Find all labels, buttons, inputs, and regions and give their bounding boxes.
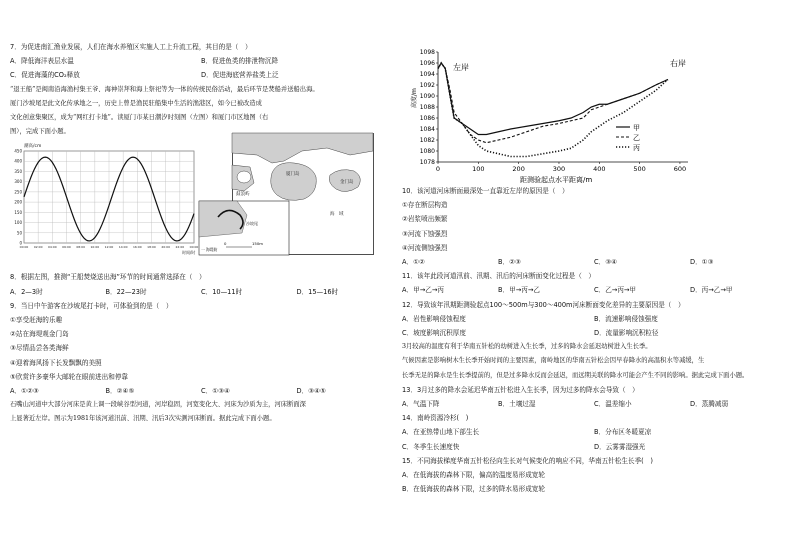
q7-option-b[interactable]: B．促进鱼类的排泄物沉降 xyxy=(201,57,279,66)
tide-y-tick-label: 50 xyxy=(16,230,22,236)
figures-row xyxy=(10,141,392,266)
section-y-ticks xyxy=(420,49,438,166)
scale-label: 150m xyxy=(252,241,263,247)
q9-option-b[interactable]: B．②④⑤ xyxy=(105,387,135,396)
q11-option-b[interactable]: B．甲→丙→乙 xyxy=(498,286,540,295)
section-ylabel: 高度/m xyxy=(411,88,418,108)
section-y-tick-label: 1080 xyxy=(419,148,435,155)
q12-option-b[interactable]: B．流速影响侵蚀强度 xyxy=(594,314,658,323)
q10-options xyxy=(402,255,786,269)
label-sea: 海 域 xyxy=(330,212,344,218)
q7-options xyxy=(10,54,392,68)
label-xiamen: 厦门岛 xyxy=(286,172,300,178)
q9-option-c[interactable]: C．①③④ xyxy=(201,387,230,396)
q12-option-c[interactable]: C．坡度影响沉积厚度 xyxy=(402,329,466,338)
section-y-tick-label: 1098 xyxy=(419,49,435,56)
xiamen-map xyxy=(201,133,374,255)
q9-item: ③尽情品尝各类海鲜 xyxy=(10,344,69,353)
tide-x-tick-label: 18:00 xyxy=(147,245,156,250)
passage-pine xyxy=(402,340,786,383)
q9-item: ④迎着海风扬下长发飘飘的美照 xyxy=(10,358,102,367)
q13-option-b[interactable]: B．土壤过湿 xyxy=(498,400,536,409)
section-legend xyxy=(616,124,640,152)
legend-jia: 甲 xyxy=(633,124,640,132)
question-11: 11．该年此段河道汛前、汛期、汛后的河床断面变化过程是（ ） xyxy=(402,272,596,281)
q10-option-a[interactable]: A．①② xyxy=(402,258,425,267)
q9-item: ②站在海堤观金门岛 xyxy=(10,330,69,339)
q8-option-d[interactable]: D．15—16时 xyxy=(296,287,339,296)
section-y-tick-label: 1096 xyxy=(419,60,435,67)
q8-option-a[interactable]: A．2—3时 xyxy=(10,287,43,296)
q14-options-row2 xyxy=(402,440,786,454)
tide-y-tick-label: 300 xyxy=(14,179,22,185)
q7-option-c[interactable]: C．促进海藻的CO₂释放 xyxy=(10,71,80,80)
tide-y-tick-label: 0 xyxy=(19,240,22,246)
scale-zero: 0 xyxy=(224,241,227,247)
q10-item: ③河流下蚀强烈 xyxy=(402,229,448,238)
q9-option-a[interactable]: A．①②③ xyxy=(10,387,39,396)
q14-option-c[interactable]: C．冬季生长速度快 xyxy=(402,442,460,451)
tide-x-tick-label: 00:00 xyxy=(19,245,29,250)
tide-x-tick-label: 06:00 xyxy=(62,245,71,250)
tide-ylabel: 潮高/cm xyxy=(24,144,42,150)
question-14: 14．南岭资源冷杉( ) xyxy=(402,414,469,423)
tide-y-tick-label: 100 xyxy=(14,220,22,226)
q13-option-c[interactable]: C．温差缩小 xyxy=(594,400,632,409)
series-bing-line xyxy=(438,63,668,157)
q7-option-d[interactable]: D．促进海底营养盐类上泛 xyxy=(201,71,279,80)
section-y-tick-label: 1094 xyxy=(419,71,435,78)
tide-xlabel: 时间/时 xyxy=(182,250,196,256)
tide-y-ticks xyxy=(14,149,22,246)
section-xlabel: 距测验起点水平距离/m xyxy=(520,176,593,184)
tide-x-tick-label: 02:00 xyxy=(33,245,43,250)
section-y-tick-label: 1090 xyxy=(419,93,435,100)
passage-tide-line: “退王船”是闽南沿海渔村集王爷、海神崇拜和海上祭祀等为一体的传统民俗活动，最后环节是焚船并送船出海。 xyxy=(10,85,319,93)
passage-pine-line: 气候因素是影响树木生长季开始时间的主要因素，南岭地区的华南五针松会因早春降水的高温积水等减缓，生 xyxy=(402,357,705,365)
tide-y-tick-label: 400 xyxy=(14,159,22,165)
tide-x-tick-label: 20:00 xyxy=(161,245,170,250)
tide-x-tick-label: 14:00 xyxy=(118,245,128,250)
q12-options-row2 xyxy=(402,326,786,340)
q10-option-b[interactable]: B．②③ xyxy=(498,258,521,267)
inset-land xyxy=(199,201,247,237)
label-gulangyu: 鼓浪屿 xyxy=(236,192,250,198)
tide-x-ticks xyxy=(20,245,199,249)
q14-option-b[interactable]: B．分布区冬暖夏凉 xyxy=(594,428,652,437)
q8-option-c[interactable]: C．10—11时 xyxy=(201,287,243,296)
q7-options-row2 xyxy=(10,68,392,82)
passage-tide-line: 文化创意集聚区，成为“网红打卡地”。读厦门市某日潮汐时刻图（左图）和厦门市区地图（右 xyxy=(10,114,269,122)
section-y-tick-label: 1088 xyxy=(419,104,435,111)
passage-tide xyxy=(10,83,392,140)
gulangyu-island xyxy=(237,171,251,183)
section-y-tick-label: 1092 xyxy=(419,82,435,89)
left-column xyxy=(10,40,392,427)
tide-chart xyxy=(10,141,200,261)
section-x-tick-label: 600 xyxy=(673,165,687,173)
question-15: 15．不同海拔梯度华南五针松径向生长对气候变化的响应不同，华南五针松生长季( ) xyxy=(402,456,653,465)
q9-item: ①享受赶海的乐趣 xyxy=(10,316,63,325)
tide-x-tick-label: 00:00 xyxy=(189,245,199,250)
xiamen-island xyxy=(271,163,316,201)
q10-item: ①存在断层构造 xyxy=(402,201,448,210)
section-x-tick-label: 100 xyxy=(472,165,485,173)
right-column xyxy=(402,40,786,496)
q13-option-a[interactable]: A．气温下降 xyxy=(402,400,440,409)
legend-bing: 丙 xyxy=(633,144,640,152)
river-section-chart xyxy=(408,46,708,184)
q10-option-d[interactable]: D．①③ xyxy=(690,258,714,267)
q11-options xyxy=(402,283,786,297)
q14-options xyxy=(402,425,786,439)
q11-option-a[interactable]: A．甲→乙→丙 xyxy=(402,286,444,295)
passage-river xyxy=(10,398,392,426)
section-x-tick-label: 300 xyxy=(552,165,566,173)
tide-x-tick-label: 22:00 xyxy=(175,245,185,250)
right-bank-label: 右岸 xyxy=(670,59,686,68)
question-9: 9．当日中午游客在沙坡尾打卡时，可体验到的是（ ） xyxy=(10,301,173,310)
q12-option-a[interactable]: A．岩性影响侵蚀程度 xyxy=(402,314,466,323)
q9-option-d[interactable]: D．③④⑤ xyxy=(296,387,326,396)
q9-item: ⑤欣赏许多豪华大邮轮在眼前进出和停靠 xyxy=(10,372,129,381)
passage-pine-line: 3月较高的温度有利于华南五针松的幼树进入生长季，过多的降水会延迟幼树进入生长季。 xyxy=(402,343,652,351)
map-legend: 一 海堤防 xyxy=(201,247,218,253)
q11-option-d[interactable]: D．丙→乙→甲 xyxy=(690,286,733,295)
tide-x-tick-label: 12:00 xyxy=(104,245,114,250)
question-10: 10．该河道河床断面最深处一直靠近左岸的原因是（ ） xyxy=(402,187,569,195)
tide-x-tick-label: 08:00 xyxy=(76,245,85,250)
passage-river-line: 上显著近左岸。图示为1981年该河道汛前、汛期、汛后3次实测河床断面。据此完成下面小题。 xyxy=(10,415,276,423)
q15-option-b[interactable]: B．在低海拔的森林下限，过多的降水易形成宽轮 xyxy=(402,485,545,494)
passage-river-line: 石嘴山河道中大部分河床是黄上调一段峡谷型河道，河岸稳固，河宽变化大、河床为沙质为主，河床断面深 xyxy=(10,401,306,409)
label-jinmen: 金门岛 xyxy=(340,180,354,186)
q8-option-b[interactable]: B．22—23时 xyxy=(105,287,147,296)
label-shapowei: 沙坡尾 xyxy=(246,221,258,227)
q13-options xyxy=(402,397,786,411)
q13-option-d[interactable]: D．蒸腾减弱 xyxy=(690,400,729,409)
passage-pine-line: 长季无足的降水是生长季提前的，但是过多降水反而会延迟，而远期关联的降水可能会产生不同的影响。据此完成下面小题。 xyxy=(402,371,749,379)
left-bank-label: 左岸 xyxy=(453,63,469,72)
section-axes xyxy=(438,52,688,162)
tide-x-tick-label: 04:00 xyxy=(48,245,57,250)
q14-option-a[interactable]: A．在亚热带山地下部生长 xyxy=(402,428,480,437)
q7-option-a[interactable]: A．降低海洋表层水温 xyxy=(10,57,74,66)
section-y-tick-label: 1084 xyxy=(419,126,435,133)
q8-options xyxy=(10,285,392,299)
tide-y-tick-label: 150 xyxy=(14,210,22,216)
section-x-tick-label: 500 xyxy=(633,165,646,173)
legend-yi: 乙 xyxy=(633,134,640,142)
question-8: 8．根据左图，推测“王船焚烧送出海”环节的时间通常选择在（ ） xyxy=(10,273,206,282)
q10-item: ④河流侧蚀强烈 xyxy=(402,243,448,252)
tide-y-tick-label: 200 xyxy=(14,200,22,206)
q11-option-c[interactable]: C．乙→丙→甲 xyxy=(594,286,637,295)
q9-options xyxy=(10,384,392,398)
section-y-tick-label: 1086 xyxy=(419,115,435,122)
q10-item: ②岩浆喷出频繁 xyxy=(402,215,448,224)
q12-option-d[interactable]: D．流量影响沉积粒径 xyxy=(594,329,659,338)
section-y-tick-label: 1078 xyxy=(419,159,435,166)
question-13: 13．3月过多的降水会延迟华南五针松进入生长季，因为过多的降水会导致（ ） xyxy=(402,385,639,394)
section-x-tick-label: 200 xyxy=(512,165,525,173)
section-x-tick-label: 400 xyxy=(593,165,606,173)
question-7: 7．为促进南汇渔业发展，人们在海水养殖区实施人工上升流工程，其目的是（ ） xyxy=(10,43,252,51)
q12-options xyxy=(402,312,786,326)
tide-grid xyxy=(24,151,194,243)
section-x-tick-label: 0 xyxy=(435,165,441,173)
tide-x-tick-label: 10:00 xyxy=(90,245,100,250)
tide-y-tick-label: 250 xyxy=(14,189,22,195)
tide-x-tick-label: 16:00 xyxy=(133,245,142,250)
tide-y-tick-label: 350 xyxy=(14,169,22,175)
passage-tide-line: 厦门沙坡尾是此文化传承地之一，历史上曾是渔民驻船集中生活的渔港区，如今已被改造成 xyxy=(10,99,262,107)
q10-option-c[interactable]: C．③④ xyxy=(594,258,618,267)
section-x-ticks xyxy=(436,162,686,173)
section-y-tick-label: 1082 xyxy=(419,137,435,144)
q14-option-d[interactable]: D．云雾雾湿强光 xyxy=(594,442,646,451)
q15-option-a[interactable]: A．在低海拔的森林下限，偏高的温度易形成宽轮 xyxy=(402,471,545,480)
question-12: 12．导致该年汛期距测验起点100～500m与300～400m河床断面变化差异的主要原因是（ ） xyxy=(402,300,685,309)
passage-tide-line: 图），完成下面小题。 xyxy=(10,128,70,136)
tide-y-tick-label: 450 xyxy=(14,148,22,154)
